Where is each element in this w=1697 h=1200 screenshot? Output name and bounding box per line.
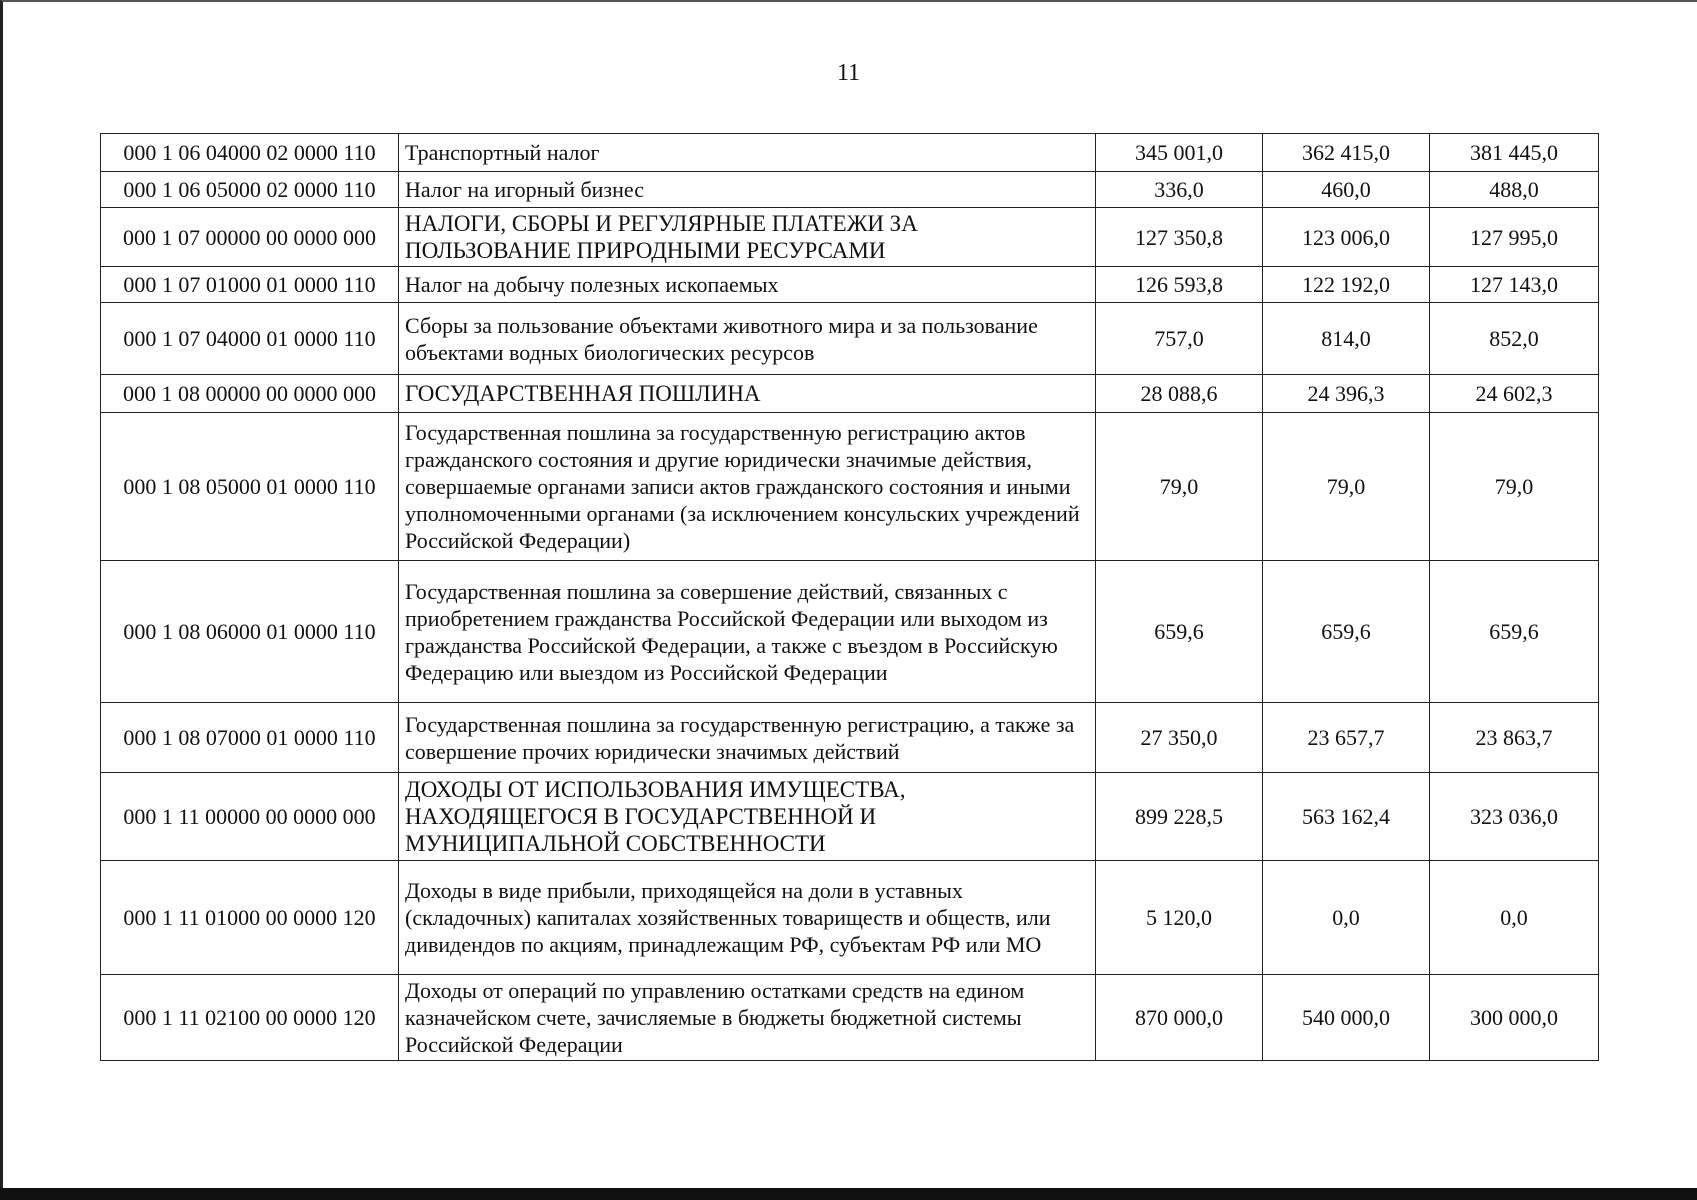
budget-code-cell: 000 1 06 04000 02 0000 110	[101, 134, 399, 172]
budget-code-cell: 000 1 08 07000 01 0000 110	[101, 703, 399, 773]
revenue-name-cell: Государственная пошлина за совершение действий, связанных с приобретением гражданства Российской Федерации или выходом из гражданства Российской Федерации, а также с въездом в Российскую Федерацию или выездом из Российской Федерации	[399, 561, 1096, 703]
revenue-name-cell: Налог на добычу полезных ископаемых	[399, 267, 1096, 303]
value-year3-cell: 127 143,0	[1430, 267, 1599, 303]
revenue-name-cell: ДОХОДЫ ОТ ИСПОЛЬЗОВАНИЯ ИМУЩЕСТВА, НАХОДЯЩЕГОСЯ В ГОСУДАРСТВЕННОЙ И МУНИЦИПАЛЬНОЙ СОБСТВЕННОСТИ	[399, 773, 1096, 861]
value-year2-cell: 122 192,0	[1263, 267, 1430, 303]
value-year3-cell: 127 995,0	[1430, 208, 1599, 267]
budget-code-cell: 000 1 11 00000 00 0000 000	[101, 773, 399, 861]
value-year1-cell: 659,6	[1096, 561, 1263, 703]
value-year1-cell: 28 088,6	[1096, 375, 1263, 413]
revenue-name-cell: ГОСУДАРСТВЕННАЯ ПОШЛИНА	[399, 375, 1096, 413]
budget-code-cell: 000 1 07 04000 01 0000 110	[101, 303, 399, 375]
value-year2-cell: 362 415,0	[1263, 134, 1430, 172]
value-year2-cell: 24 396,3	[1263, 375, 1430, 413]
value-year1-cell: 79,0	[1096, 413, 1263, 561]
value-year3-cell: 23 863,7	[1430, 703, 1599, 773]
table-row	[101, 561, 1599, 703]
revenue-name-cell: Государственная пошлина за государственную регистрацию актов гражданского состояния и другие юридически значимые действия, совершаемые органами записи актов гражданского состояния и иными уполномоченными органами (за исключением консульских учреждений Российской Федерации)	[399, 413, 1096, 561]
table-row	[101, 303, 1599, 375]
revenue-name-cell: Государственная пошлина за государственную регистрацию, а также за совершение прочих юридически значимых действий	[399, 703, 1096, 773]
budget-code-cell: 000 1 07 00000 00 0000 000	[101, 208, 399, 267]
revenue-name-cell: Доходы от операций по управлению остатками средств на едином казначейском счете, зачисляемые в бюджеты бюджетной системы Российской Федерации	[399, 975, 1096, 1061]
table-row	[101, 267, 1599, 303]
value-year2-cell: 0,0	[1263, 861, 1430, 975]
value-year3-cell: 24 602,3	[1430, 375, 1599, 413]
value-year1-cell: 899 228,5	[1096, 773, 1263, 861]
revenue-name-cell: Транспортный налог	[399, 134, 1096, 172]
revenue-name-cell: НАЛОГИ, СБОРЫ И РЕГУЛЯРНЫЕ ПЛАТЕЖИ ЗА ПОЛЬЗОВАНИЕ ПРИРОДНЫМИ РЕСУРСАМИ	[399, 208, 1096, 267]
budget-code-cell: 000 1 07 01000 01 0000 110	[101, 267, 399, 303]
value-year1-cell: 757,0	[1096, 303, 1263, 375]
value-year2-cell: 460,0	[1263, 172, 1430, 208]
revenue-name-cell: Налог на игорный бизнес	[399, 172, 1096, 208]
table-row	[101, 975, 1599, 1061]
revenue-name-cell: Сборы за пользование объектами животного мира и за пользование объектами водных биологических ресурсов	[399, 303, 1096, 375]
scan-border-bottom	[0, 1188, 1697, 1200]
value-year2-cell: 23 657,7	[1263, 703, 1430, 773]
value-year2-cell: 659,6	[1263, 561, 1430, 703]
value-year1-cell: 345 001,0	[1096, 134, 1263, 172]
budget-code-cell: 000 1 06 05000 02 0000 110	[101, 172, 399, 208]
value-year3-cell: 381 445,0	[1430, 134, 1599, 172]
value-year2-cell: 563 162,4	[1263, 773, 1430, 861]
table-row-section	[101, 208, 1599, 267]
table-row	[101, 172, 1599, 208]
page-number: 11	[836, 60, 861, 86]
value-year2-cell: 79,0	[1263, 413, 1430, 561]
value-year3-cell: 300 000,0	[1430, 975, 1599, 1061]
budget-code-cell: 000 1 08 05000 01 0000 110	[101, 413, 399, 561]
table-row	[101, 861, 1599, 975]
revenue-table	[100, 133, 1599, 1061]
value-year1-cell: 870 000,0	[1096, 975, 1263, 1061]
table-row	[101, 134, 1599, 172]
value-year1-cell: 27 350,0	[1096, 703, 1263, 773]
value-year2-cell: 814,0	[1263, 303, 1430, 375]
budget-code-cell: 000 1 11 02100 00 0000 120	[101, 975, 399, 1061]
value-year3-cell: 323 036,0	[1430, 773, 1599, 861]
table-row-section	[101, 375, 1599, 413]
value-year1-cell: 126 593,8	[1096, 267, 1263, 303]
table-row	[101, 703, 1599, 773]
value-year3-cell: 0,0	[1430, 861, 1599, 975]
budget-code-cell: 000 1 08 06000 01 0000 110	[101, 561, 399, 703]
revenue-name-cell: Доходы в виде прибыли, приходящейся на доли в уставных (складочных) капиталах хозяйственных товариществ и обществ, или дивидендов по акциям, принадлежащим РФ, субъектам РФ или МО	[399, 861, 1096, 975]
value-year2-cell: 540 000,0	[1263, 975, 1430, 1061]
value-year3-cell: 79,0	[1430, 413, 1599, 561]
value-year3-cell: 659,6	[1430, 561, 1599, 703]
value-year1-cell: 127 350,8	[1096, 208, 1263, 267]
budget-code-cell: 000 1 11 01000 00 0000 120	[101, 861, 399, 975]
table-row	[101, 413, 1599, 561]
value-year1-cell: 336,0	[1096, 172, 1263, 208]
value-year3-cell: 488,0	[1430, 172, 1599, 208]
budget-code-cell: 000 1 08 00000 00 0000 000	[101, 375, 399, 413]
value-year2-cell: 123 006,0	[1263, 208, 1430, 267]
value-year3-cell: 852,0	[1430, 303, 1599, 375]
table-row-section	[101, 773, 1599, 861]
value-year1-cell: 5 120,0	[1096, 861, 1263, 975]
